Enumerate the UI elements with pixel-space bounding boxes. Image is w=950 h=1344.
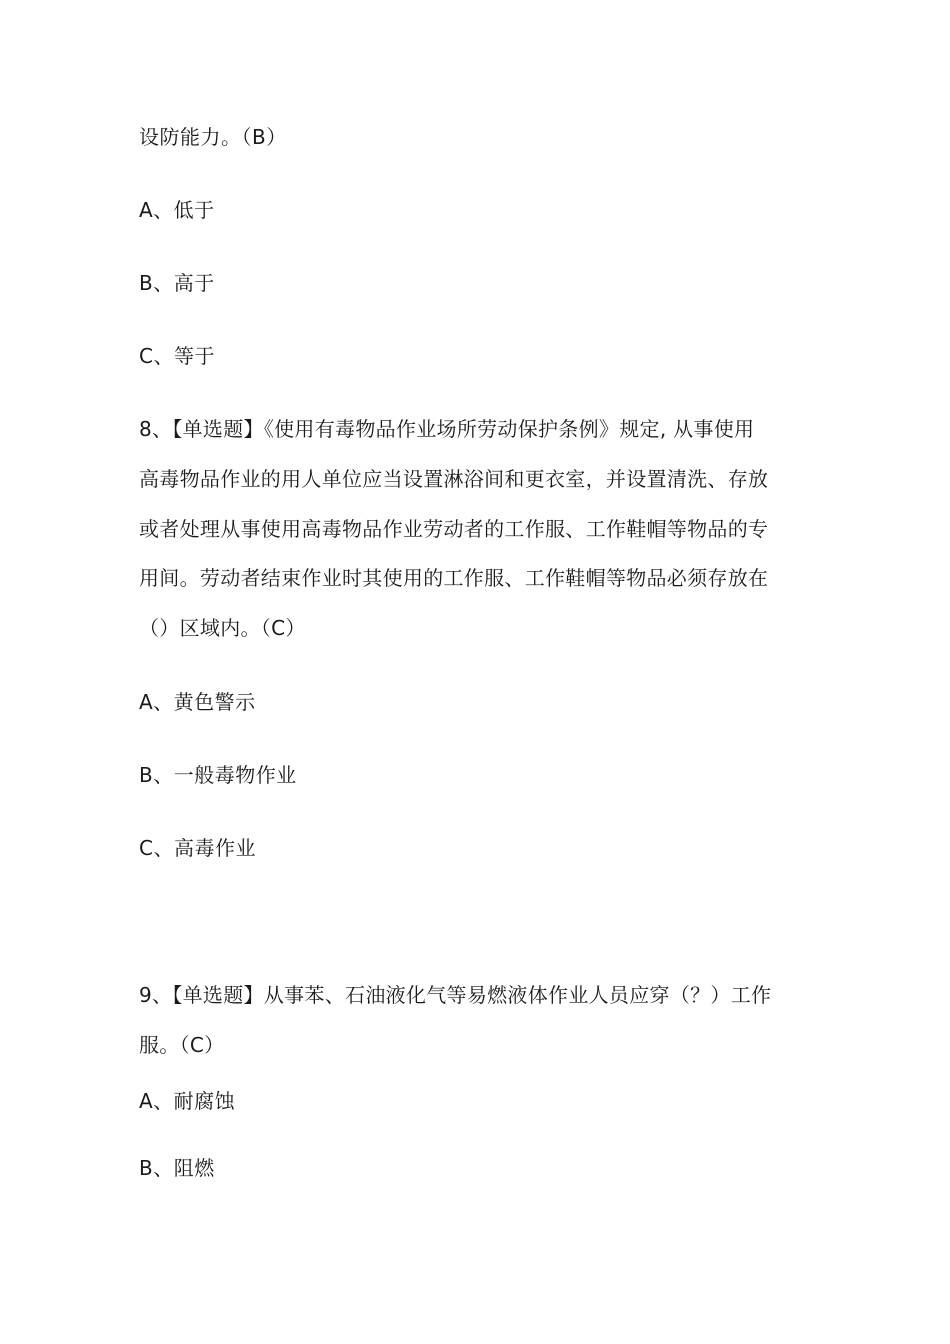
q7-option-c: C、等于 xyxy=(139,344,215,368)
q9-option-b: B、阻燃 xyxy=(139,1156,215,1180)
q8-option-b: B、一般毒物作业 xyxy=(139,763,297,787)
q9-option-a: A、耐腐蚀 xyxy=(139,1089,236,1113)
q8-stem-line-4: 用间。劳动者结束作业时其使用的工作服、工作鞋帽等物品必须存放在 xyxy=(139,566,769,590)
q7-stem-tail: 设防能力。（B） xyxy=(139,125,287,149)
q9-stem-line-1: 9、【单选题】从事苯、石油液化气等易燃液体作业人员应穿（？）工作 xyxy=(139,983,772,1007)
q7-option-a: A、低于 xyxy=(139,198,215,222)
q8-stem-line-3: 或者处理从事使用高毒物品作业劳动者的工作服、工作鞋帽等物品的专 xyxy=(139,517,769,541)
q9-stem-line-2: 服。（C） xyxy=(139,1033,225,1057)
q8-stem-line-5: （）区域内。（C） xyxy=(139,616,306,640)
q8-stem-line-2: 高毒物品作业的用人单位应当设置淋浴间和更衣室，并设置清洗、存放 xyxy=(139,467,769,491)
q8-option-c: C、高毒作业 xyxy=(139,836,256,860)
q7-option-b: B、高于 xyxy=(139,271,215,295)
q8-stem-line-1: 8、【单选题】《使用有毒物品作业场所劳动保护条例》规定, 从事使用 xyxy=(139,417,755,441)
q8-option-a: A、黄色警示 xyxy=(139,690,256,714)
